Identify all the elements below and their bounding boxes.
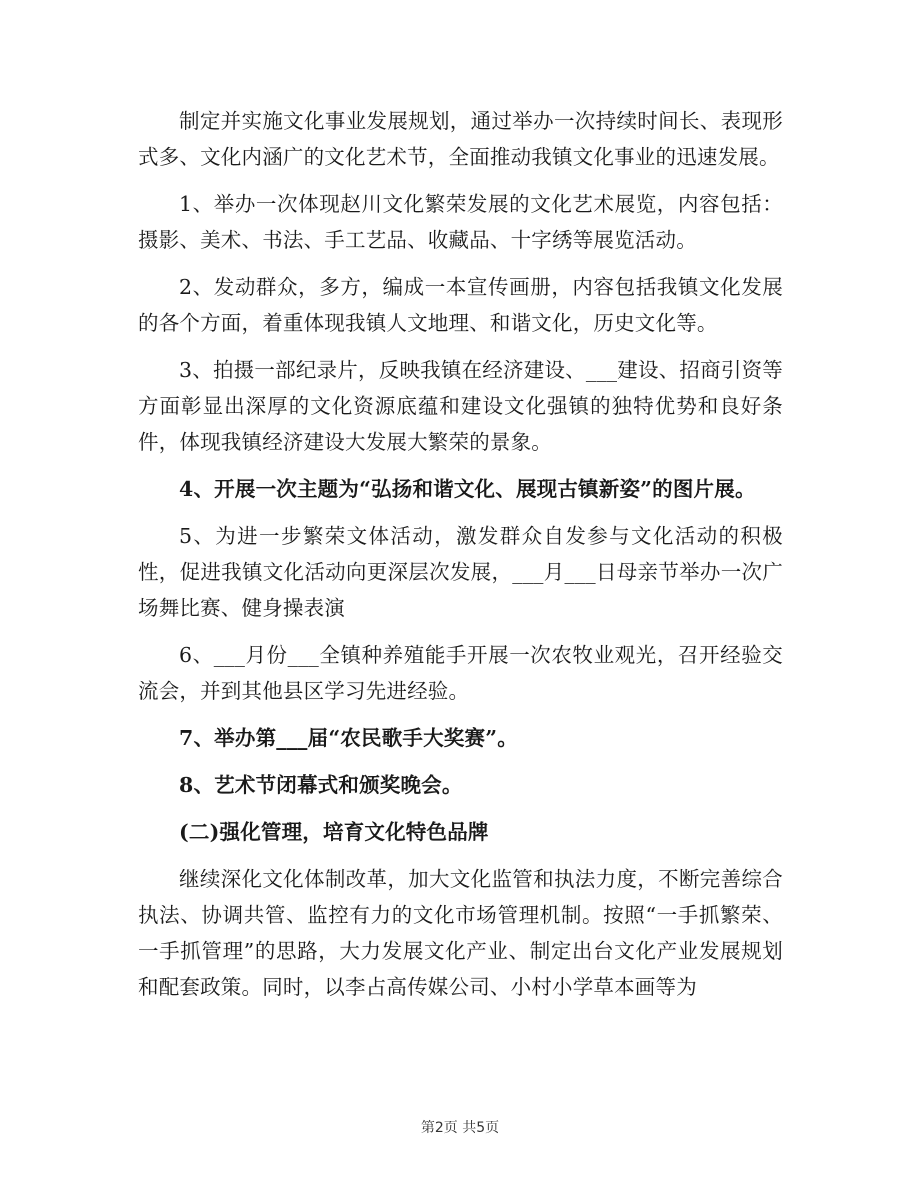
paragraph-item-7: 7、举办第___届“农民歌手大奖赛”。 xyxy=(179,726,518,750)
paragraph-item-3: 3、拍摄一部纪录片，反映我镇在经济建设、___建设、招商引资等方面彰显出深厚的文化资源底蕴和建设文化强镇的独特优势和良好条件，体现我镇经济建设大发展大繁荣的景象。 xyxy=(138,358,783,454)
paragraph-item-2: 2、发动群众，多方，编成一本宣传画册，内容包括我镇文化发展的各个方面，着重体现我镇人文地理、和谐文化，历史文化等。 xyxy=(138,275,783,335)
paragraph-item-8: 8、艺术节闭幕式和颁奖晚会。 xyxy=(179,773,463,797)
paragraph-item-1: 1、举办一次体现赵川文化繁荣发展的文化艺术展览，内容包括：摄影、美术、书法、手工艺品、收藏品、十字绣等展览活动。 xyxy=(138,192,783,252)
paragraph-intro: 制定并实施文化事业发展规划，通过举办一次持续时间长、表现形式多、文化内涵广的文化艺术节，全面推动我镇文化事业的迅速发展。 xyxy=(138,109,783,169)
paragraph-item-6: 6、___月份___全镇种养殖能手开展一次农牧业观光，召开经验交流会，并到其他县区学习先进经验。 xyxy=(138,643,783,703)
paragraph-item-5: 5、为进一步繁荣文体活动，激发群众自发参与文化活动的积极性，促进我镇文化活动向更深层次发展，___月___日母亲节举办一次广场舞比赛、健身操表演 xyxy=(138,524,783,620)
section-heading: (二)强化管理，培育文化特色品牌 xyxy=(179,820,489,844)
page-number-footer: 第2页 共5页 xyxy=(420,1120,500,1136)
paragraph-item-4: 4、开展一次主题为“弘扬和谐文化、展现古镇新姿”的图片展。 xyxy=(179,477,756,501)
paragraph-management: 继续深化文化体制改革，加大文化监管和执法力度，不断完善综合执法、协调共管、监控有力的文化市场管理机制。按照“一手抓繁荣、一手抓管理”的思路，大力发展文化产业、制定出台文化产业发展规划和配套政策。同时，以李占高传媒公司、小村小学草本画等为 xyxy=(138,867,783,999)
document-body xyxy=(138,103,783,1016)
